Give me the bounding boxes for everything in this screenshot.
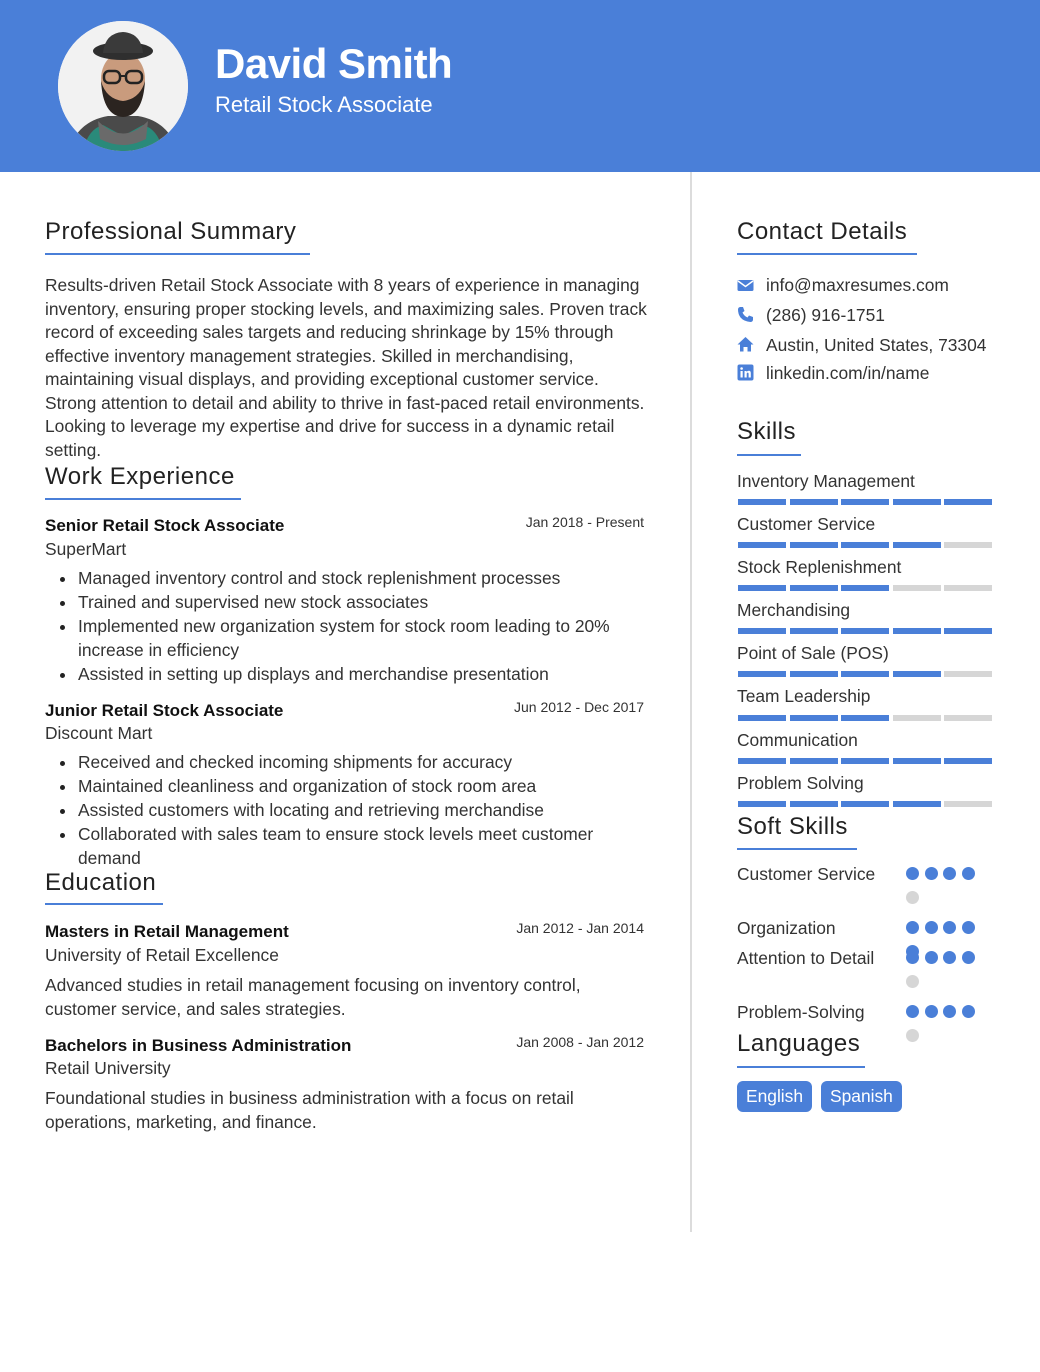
job-bullet: Assisted customers with locating and retrieving merchandise xyxy=(78,799,648,823)
language-badge: Spanish xyxy=(821,1081,902,1112)
skill-segment-filled xyxy=(841,671,889,677)
email-icon xyxy=(737,277,754,294)
skills-heading: Skills xyxy=(737,418,797,445)
rating-dot-empty xyxy=(906,975,919,988)
degree-title: Bachelors in Business Administration xyxy=(45,1036,352,1055)
rating-dot-empty xyxy=(906,1029,919,1042)
soft-skills-heading-underline xyxy=(737,848,857,850)
skill-name: Customer Service xyxy=(737,514,876,534)
rating-dot-filled xyxy=(943,921,956,934)
skill-name: Team Leadership xyxy=(737,686,871,706)
degree-description: Advanced studies in retail management focusing on inventory control, customer service, and sales strategies. xyxy=(45,975,581,1019)
skill-segment-filled xyxy=(893,542,941,548)
skill-segment-filled xyxy=(893,801,941,807)
soft-skill-name: Problem-Solving xyxy=(737,1002,865,1022)
job-bullet: Implemented new organization system for stock room leading to 20% increase in efficiency xyxy=(78,615,648,662)
rating-dot-filled xyxy=(962,951,975,964)
work-heading: Work Experience xyxy=(45,463,235,490)
skill-bar xyxy=(738,499,993,505)
contact-heading: Contact Details xyxy=(737,218,908,245)
skill-segment-filled xyxy=(790,628,838,634)
skill-segment-filled xyxy=(790,499,838,505)
job-company: Discount Mart xyxy=(45,723,153,743)
contact-email[interactable]: info@maxresumes.com xyxy=(766,275,949,295)
skill-segment-filled xyxy=(893,499,941,505)
skill-segment-filled xyxy=(738,715,786,721)
skill-bar xyxy=(738,542,993,548)
rating-dot-filled xyxy=(962,867,975,880)
skill-segment-empty xyxy=(944,801,992,807)
skill-name: Point of Sale (POS) xyxy=(737,643,889,663)
rating-dot-filled xyxy=(962,921,975,934)
profile-photo xyxy=(58,21,188,151)
skill-segment-filled xyxy=(738,671,786,677)
rating-dot-filled xyxy=(925,867,938,880)
rating-dot-filled xyxy=(906,867,919,880)
job-bullet: Trained and supervised new stock associates xyxy=(78,591,648,615)
languages-heading: Languages xyxy=(737,1030,861,1057)
skill-segment-empty xyxy=(944,715,992,721)
rating-dot-empty xyxy=(906,891,919,904)
skill-bar xyxy=(738,801,993,807)
skill-segment-filled xyxy=(841,585,889,591)
skill-segment-filled xyxy=(841,499,889,505)
job-bullet: Assisted in setting up displays and merchandise presentation xyxy=(78,663,648,687)
skill-segment-filled xyxy=(738,542,786,548)
skill-bar xyxy=(738,758,993,764)
skill-segment-filled xyxy=(841,628,889,634)
skill-segment-filled xyxy=(738,801,786,807)
job-bullet: Managed inventory control and stock replenishment processes xyxy=(78,567,648,591)
skill-segment-filled xyxy=(738,585,786,591)
job-company: SuperMart xyxy=(45,539,127,559)
header-banner xyxy=(0,0,1040,172)
contact-heading-underline xyxy=(737,253,917,255)
degree-title: Masters in Retail Management xyxy=(45,922,289,941)
degree-description: Foundational studies in business administration with a focus on retail operations, marketing, and finance. xyxy=(45,1088,574,1132)
skill-name: Stock Replenishment xyxy=(737,557,902,577)
skill-segment-filled xyxy=(790,758,838,764)
contact-linkedin[interactable]: linkedin.com/in/name xyxy=(766,363,930,383)
skill-segment-empty xyxy=(893,585,941,591)
rating-dot-filled xyxy=(906,1005,919,1018)
rating-dot-filled xyxy=(925,1005,938,1018)
home-icon xyxy=(737,336,754,353)
job-title: Junior Retail Stock Associate xyxy=(45,701,284,720)
skill-segment-filled xyxy=(738,499,786,505)
soft-skills-heading: Soft Skills xyxy=(737,813,848,840)
phone-icon xyxy=(737,306,754,323)
job-bullet: Maintained cleanliness and organization of stock room area xyxy=(78,775,648,799)
skill-segment-filled xyxy=(944,758,992,764)
skill-segment-filled xyxy=(738,628,786,634)
skill-segment-filled xyxy=(790,542,838,548)
summary-text: Results-driven Retail Stock Associate with 8 years of experience in managing inventory, ensuring proper stocking levels, and maximizing sales. Proven track record of exceeding sales targets and reducing shrinkage by 15% through effective inventory management strategies. Skilled in merchandising, maintaining visual displays, and providing exceptional customer service. Strong attention to detail and ability to thrive in fast-paced retail environments. Looking to leverage my expertise and drive for success in a dynamic retail setting. xyxy=(45,275,647,460)
degree-date: Jan 2008 - Jan 2012 xyxy=(516,1034,644,1050)
skill-name: Inventory Management xyxy=(737,471,915,491)
skill-segment-filled xyxy=(893,628,941,634)
job-bullets xyxy=(78,751,648,871)
summary-heading-underline xyxy=(45,253,310,255)
contact-phone[interactable]: (286) 916-1751 xyxy=(766,305,885,325)
soft-skill-name: Organization xyxy=(737,918,836,938)
skill-bar xyxy=(738,715,993,721)
rating-dot-filled xyxy=(962,1005,975,1018)
skill-segment-filled xyxy=(790,671,838,677)
rating-dot-filled xyxy=(925,951,938,964)
skill-bar xyxy=(738,671,993,677)
school-name: University of Retail Excellence xyxy=(45,945,279,965)
skill-bar xyxy=(738,585,993,591)
skill-name: Communication xyxy=(737,730,858,750)
languages-heading-underline xyxy=(737,1066,865,1068)
column-divider xyxy=(690,172,692,1232)
skill-name: Merchandising xyxy=(737,600,851,620)
skill-segment-filled xyxy=(790,715,838,721)
skill-segment-empty xyxy=(893,715,941,721)
skill-segment-filled xyxy=(893,758,941,764)
work-heading-underline xyxy=(45,498,241,500)
skill-segment-empty xyxy=(944,671,992,677)
skill-segment-filled xyxy=(841,801,889,807)
soft-skill-name: Attention to Detail xyxy=(737,948,875,968)
job-bullet: Collaborated with sales team to ensure stock levels meet customer demand xyxy=(78,823,648,870)
contact-address: Austin, United States, 73304 xyxy=(766,335,987,355)
rating-dot-filled xyxy=(943,1005,956,1018)
skill-name: Problem Solving xyxy=(737,773,864,793)
candidate-name: David Smith xyxy=(215,40,453,87)
job-bullet: Received and checked incoming shipments for accuracy xyxy=(78,751,648,775)
skill-segment-filled xyxy=(841,542,889,548)
education-heading: Education xyxy=(45,869,157,896)
job-bullets xyxy=(78,567,648,687)
avatar xyxy=(58,21,188,151)
rating-dot-filled xyxy=(906,921,919,934)
education-heading-underline xyxy=(45,903,163,905)
language-badge: English xyxy=(737,1081,812,1112)
rating-dot-filled xyxy=(943,951,956,964)
skill-segment-filled xyxy=(893,671,941,677)
skill-segment-filled xyxy=(841,758,889,764)
skill-bar xyxy=(738,628,993,634)
candidate-role: Retail Stock Associate xyxy=(215,92,433,117)
job-title: Senior Retail Stock Associate xyxy=(45,516,285,535)
rating-dot-filled xyxy=(925,921,938,934)
skill-segment-filled xyxy=(738,758,786,764)
summary-heading: Professional Summary xyxy=(45,218,297,245)
school-name: Retail University xyxy=(45,1058,171,1078)
job-date: Jun 2012 - Dec 2017 xyxy=(514,699,644,715)
skill-segment-filled xyxy=(944,499,992,505)
linkedin-icon xyxy=(737,364,754,381)
rating-dot-filled xyxy=(906,951,919,964)
skills-heading-underline xyxy=(737,454,801,456)
skill-segment-filled xyxy=(790,801,838,807)
job-date: Jan 2018 - Present xyxy=(525,514,644,530)
skill-segment-empty xyxy=(944,585,992,591)
skill-segment-filled xyxy=(944,628,992,634)
soft-skill-name: Customer Service xyxy=(737,864,876,884)
rating-dot-filled xyxy=(943,867,956,880)
skill-segment-filled xyxy=(841,715,889,721)
skill-segment-filled xyxy=(790,585,838,591)
skill-segment-empty xyxy=(944,542,992,548)
degree-date: Jan 2012 - Jan 2014 xyxy=(516,920,644,936)
